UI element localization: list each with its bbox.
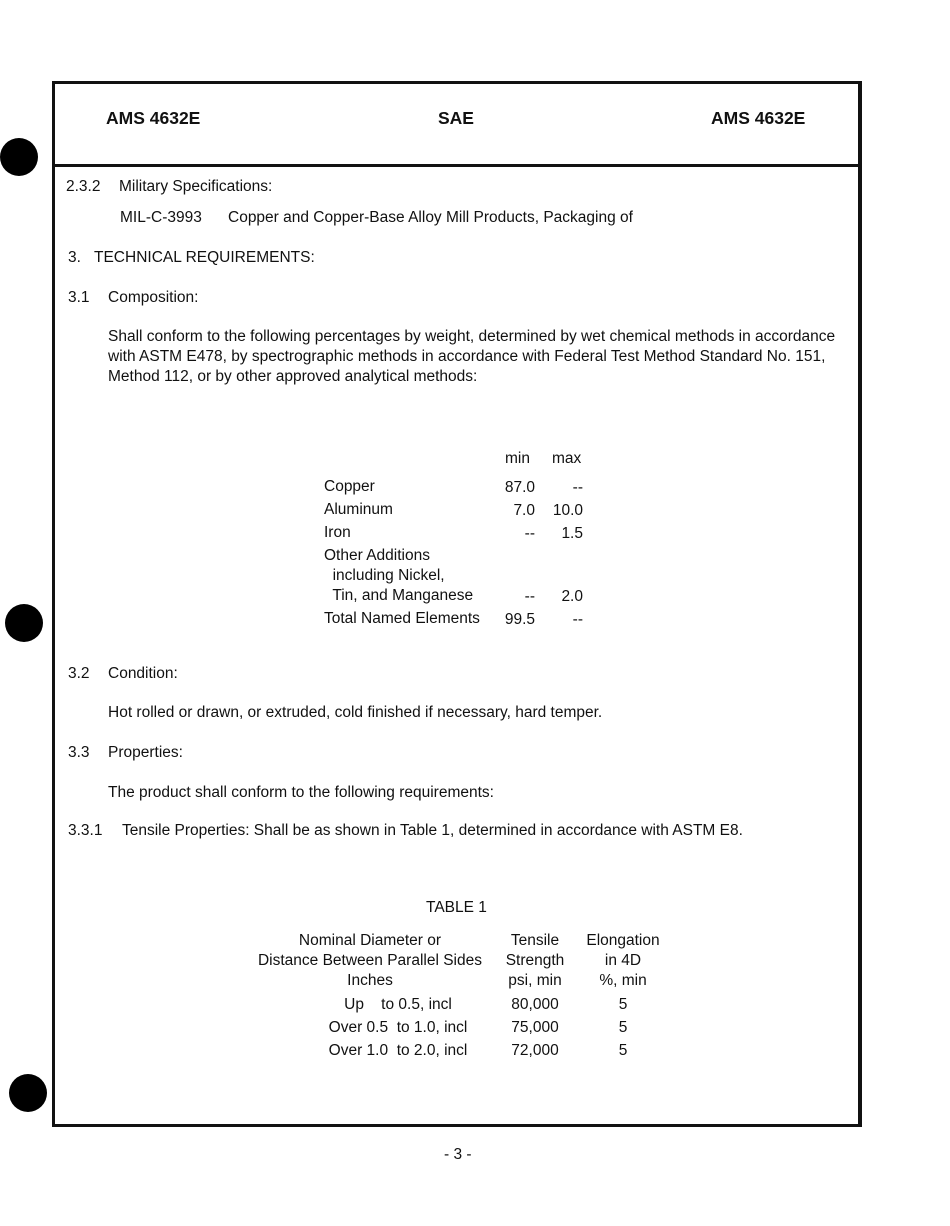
section-3-1-number: 3.1 bbox=[68, 289, 90, 306]
section-3-3-number: 3.3 bbox=[68, 744, 90, 761]
composition-min-value: 87.0 bbox=[504, 479, 535, 496]
composition-header-min: min bbox=[505, 450, 530, 467]
punch-hole-middle bbox=[5, 604, 43, 642]
section-3-number: 3. bbox=[68, 249, 81, 266]
composition-max-value: -- bbox=[572, 611, 583, 628]
condition-text: Hot rolled or drawn, or extruded, cold finished if necessary, hard temper. bbox=[108, 704, 603, 721]
spec-id: MIL-C-3993 bbox=[120, 209, 202, 226]
composition-element-name: Total Named Elements bbox=[324, 610, 480, 627]
composition-element-name: Other Additions bbox=[324, 547, 430, 564]
section-2-3-2-number: 2.3.2 bbox=[66, 178, 101, 195]
table1-range-cell: Over 1.0 to 2.0, incl bbox=[328, 1042, 468, 1059]
composition-max-value: 10.0 bbox=[552, 502, 583, 519]
composition-min-value: -- bbox=[524, 588, 535, 605]
table1-tensile-cell: 75,000 bbox=[511, 1019, 559, 1036]
section-3-3-1-number: 3.3.1 bbox=[68, 822, 103, 839]
composition-element-name: Copper bbox=[324, 478, 375, 495]
punch-hole-top bbox=[0, 138, 38, 176]
composition-max-value: 2.0 bbox=[561, 588, 583, 605]
composition-element-name: Tin, and Manganese bbox=[324, 587, 474, 604]
header-publisher: SAE bbox=[438, 108, 474, 128]
table1-header-col1-line3: Inches bbox=[347, 972, 393, 989]
composition-max-value: -- bbox=[572, 479, 583, 496]
section-3-3-1-text: Tensile Properties: Shall be as shown in Table 1, determined in accordance with ASTM E8. bbox=[122, 822, 743, 839]
table1-header-col2-line2: Strength bbox=[505, 952, 565, 969]
table1-title: TABLE 1 bbox=[426, 899, 487, 916]
spec-title: Copper and Copper-Base Alloy Mill Products, Packaging of bbox=[228, 209, 633, 226]
composition-paragraph: Shall conform to the following percentages by weight, determined by wet chemical methods in accordance with ASTM E478, by spectrographic methods in accordance with Federal Test Method Standard No. 151, Method 112, or by other approved analytical methods: bbox=[108, 328, 836, 385]
composition-max-value: 1.5 bbox=[561, 525, 583, 542]
table1-header-col3-line2: in 4D bbox=[604, 952, 642, 969]
properties-text: The product shall conform to the following requirements: bbox=[108, 784, 494, 801]
table1-elongation-cell: 5 bbox=[618, 1019, 628, 1036]
section-3-1-title: Composition: bbox=[108, 289, 199, 306]
table1-tensile-cell: 80,000 bbox=[511, 996, 559, 1013]
section-3-title: TECHNICAL REQUIREMENTS: bbox=[94, 249, 315, 266]
section-2-3-2-title: Military Specifications: bbox=[119, 178, 273, 195]
section-3-2-title: Condition: bbox=[108, 665, 178, 682]
table1-range-cell: Up to 0.5, incl bbox=[344, 996, 452, 1013]
header-doc-number-left: AMS 4632E bbox=[106, 108, 201, 128]
table1-header-col3-line3: %, min bbox=[599, 972, 647, 989]
table1-elongation-cell: 5 bbox=[618, 996, 628, 1013]
table1-range-cell: Over 0.5 to 1.0, incl bbox=[328, 1019, 468, 1036]
table1-tensile-cell: 72,000 bbox=[511, 1042, 559, 1059]
section-3-3-title: Properties: bbox=[108, 744, 183, 761]
table1-header-col1-line2: Distance Between Parallel Sides bbox=[257, 952, 482, 969]
punch-hole-bottom bbox=[9, 1074, 47, 1112]
composition-min-value: 7.0 bbox=[513, 502, 535, 519]
composition-element-name: Aluminum bbox=[324, 501, 393, 518]
table1-header-col3-line1: Elongation bbox=[586, 932, 660, 949]
page-number: - 3 - bbox=[444, 1146, 472, 1163]
header-doc-number-right: AMS 4632E bbox=[711, 108, 806, 128]
composition-header-max: max bbox=[552, 450, 582, 467]
table1-header-col2-line3: psi, min bbox=[508, 972, 562, 989]
composition-min-value: 99.5 bbox=[504, 611, 535, 628]
composition-element-name: Iron bbox=[324, 524, 351, 541]
composition-min-value: -- bbox=[524, 525, 535, 542]
header-rule bbox=[52, 164, 862, 167]
table1-elongation-cell: 5 bbox=[618, 1042, 628, 1059]
table1-header-col2-line1: Tensile bbox=[510, 932, 560, 949]
table1-header-col1-line1: Nominal Diameter or bbox=[298, 932, 442, 949]
section-3-2-number: 3.2 bbox=[68, 665, 90, 682]
composition-element-name: including Nickel, bbox=[324, 567, 445, 584]
